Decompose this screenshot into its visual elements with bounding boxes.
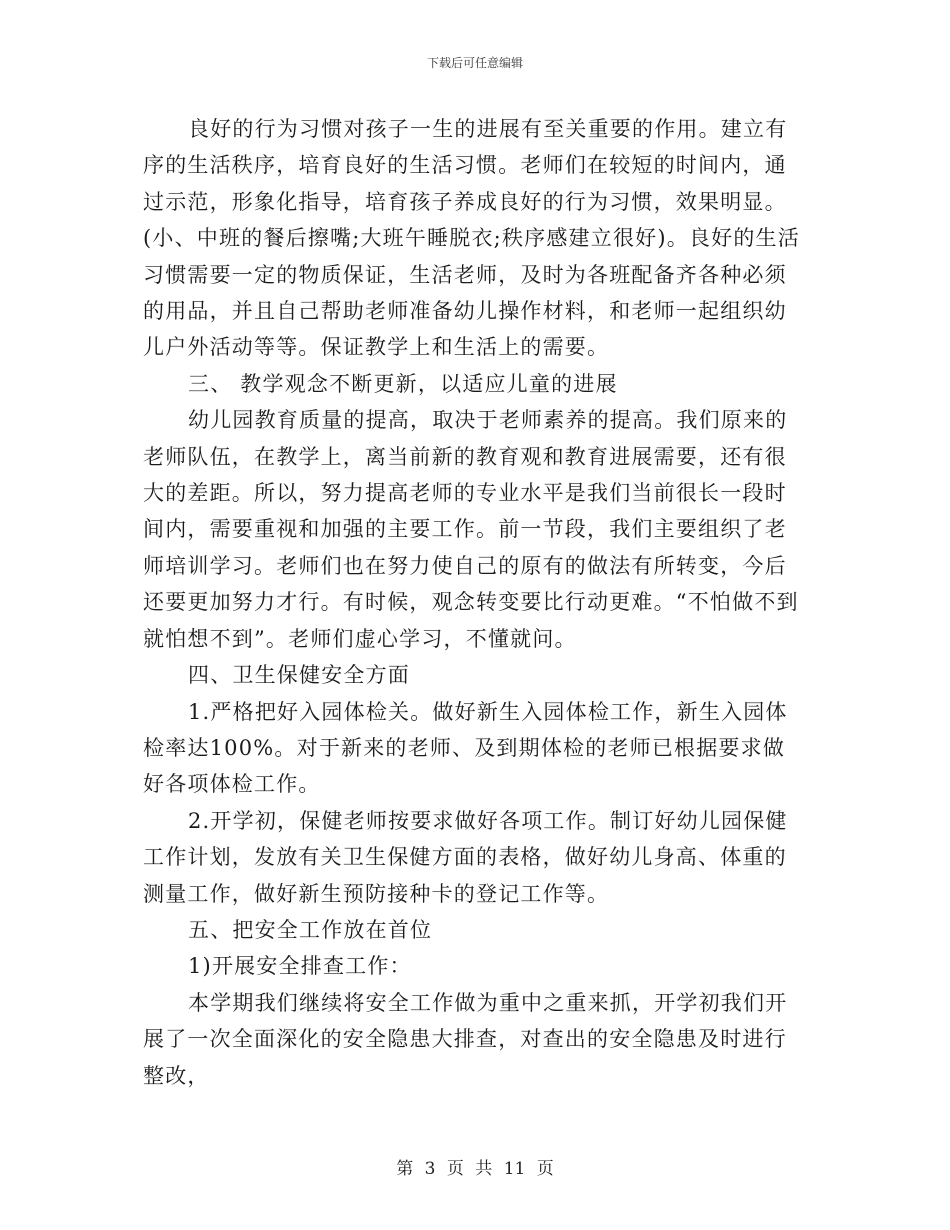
subsection-heading-safety: 1)开展安全排查工作：: [188, 954, 412, 979]
section-heading-5: 五、把安全工作放在首位: [188, 917, 433, 942]
paragraph-health-2: 2.开学初，保健老师按要求做好各项工作。制订好幼儿园保健工作计划，发放有关卫生保健方面的表格，做好幼儿身高、体重的测量工作，做好新生预防接种卡的登记工作等。: [143, 808, 788, 906]
document-body: [143, 111, 807, 1094]
paragraph-habits: 良好的行为习惯对孩子一生的进展有至关重要的作用。建立有序的生活秩序，培育良好的生活习惯。老师们在较短的时间内，通过示范，形象化指导，培育孩子养成良好的行为习惯，效果明显。(小、中班的餐后擦嘴;大班午睡脱衣;秩序感建立很好)。良好的生活习惯需要一定的物质保证，生活老师，及时为各班配备齐各种必须的用品，并且自己帮助老师准备幼儿操作材料，和老师一起组织幼儿户外活动等等。保证教学上和生活上的需要。: [143, 117, 800, 360]
page-header: 下载后可任意编辑: [426, 56, 523, 70]
paragraph-health-1: 1.严格把好入园体检关。做好新生入园体检工作，新生入园体检率达100%。对于新来的老师、及到期体检的老师已根据要求做好各项体检工作。: [143, 699, 788, 797]
section-heading-3: 三、 教学观念不断更新，以适应儿童的进展: [188, 371, 618, 396]
section-heading-4: 四、卫生保健安全方面: [188, 663, 410, 688]
paragraph-teaching: 幼儿园教育质量的提高，取决于老师素养的提高。我们原来的老师队伍，在教学上，离当前新的教育观和教育进展需要，还有很大的差距。所以，努力提高老师的专业水平是我们当前很长一段时间内，需要重视和加强的主要工作。前一节段，我们主要组织了老师培训学习。老师们也在努力使自己的原有的做法有所转变，今后还要更加努力才行。有时候，观念转变要比行动更难。“不怕做不到就怕想不到”。老师们虚心学习，不懂就问。: [143, 408, 799, 651]
page-number: 第 3 页 共 11 页: [396, 1159, 554, 1179]
paragraph-safety: 本学期我们继续将安全工作做为重中之重来抓，开学初我们开展了一次全面深化的安全隐患大排查，对查出的安全隐患及时进行整改，: [143, 990, 788, 1088]
